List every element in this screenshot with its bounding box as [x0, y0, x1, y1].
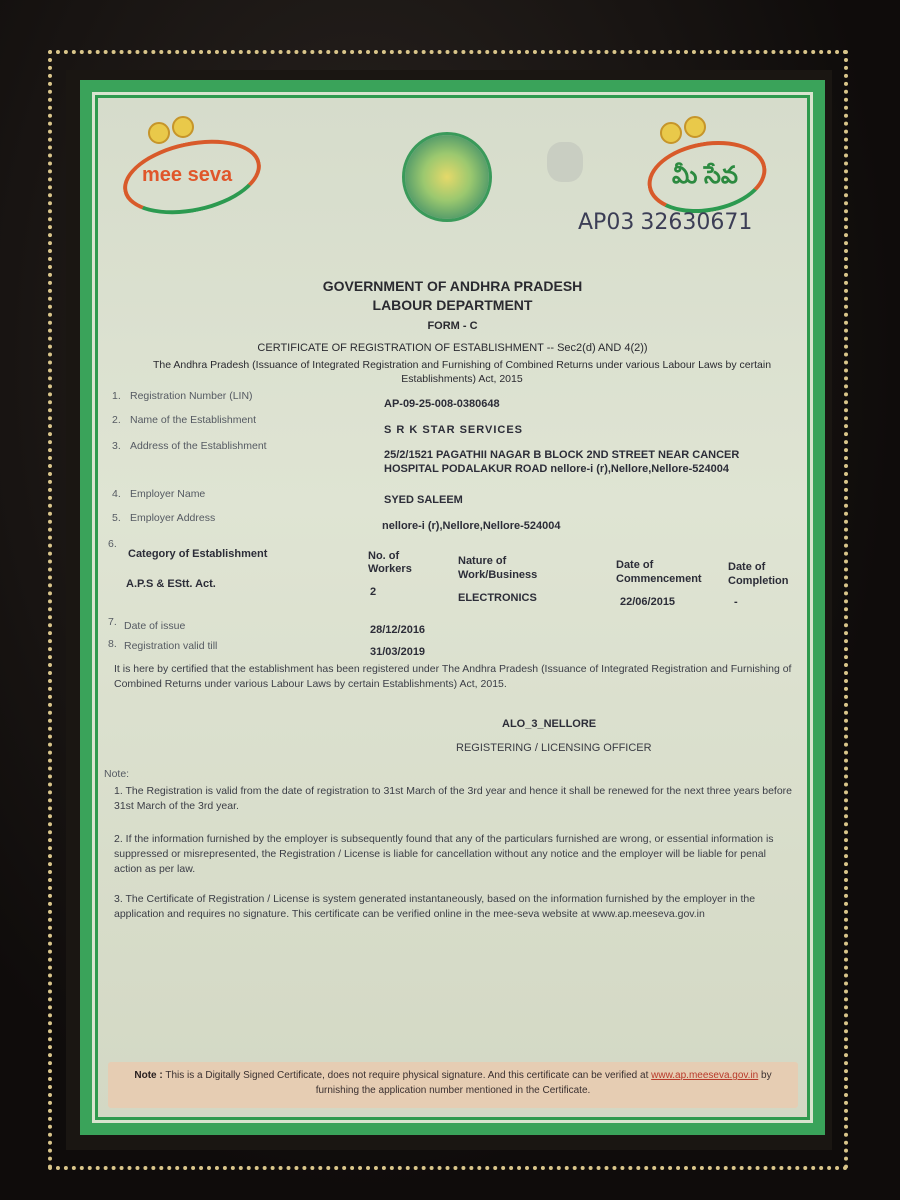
- officer-name: ALO_3_NELLORE: [502, 718, 597, 730]
- sun-icon: [660, 122, 682, 144]
- field-label: Registration valid till: [124, 640, 218, 652]
- completion-value: -: [734, 596, 738, 608]
- field-num: 4.: [112, 488, 121, 500]
- field-label: Address of the Establishment: [130, 440, 267, 452]
- commencement-header: Date of Commencement: [616, 559, 702, 585]
- workers-header: No. of Workers: [368, 550, 412, 575]
- field-label: Employer Address: [130, 512, 216, 524]
- officer-title: REGISTERING / LICENSING OFFICER: [456, 742, 652, 754]
- establishment-name: S R K STAR SERVICES: [384, 424, 524, 436]
- form-heading: FORM - C: [427, 320, 478, 332]
- field-num: 7.: [108, 616, 117, 628]
- field-label: Name of the Establishment: [130, 414, 257, 426]
- nature-value: ELECTRONICS: [458, 592, 537, 604]
- certification-statement: It is here by certified that the establishment has been registered under The Andhra Pradesh (Issuance of Integrated Registration and Furnishing of Combined Returns under various Labour Laws by certain Establishments) Act, 2015.: [114, 663, 792, 690]
- field-num: 5.: [112, 512, 121, 524]
- govt-heading: GOVERNMENT OF ANDHRA PRADESH: [322, 278, 583, 294]
- field-num: 8.: [108, 638, 117, 650]
- establishment-address: 25/2/1521 PAGATHII NAGAR B BLOCK 2ND STREET NEAR CANCER HOSPITAL PODALAKUR ROAD nellore-i (r),Nellore,Nellore-524004: [384, 449, 740, 475]
- application-number: [578, 210, 752, 235]
- category-header: Category of Establishment: [128, 548, 268, 560]
- digital-signature-note: [108, 1062, 798, 1108]
- employer-address: nellore-i (r),Nellore,Nellore-524004: [382, 520, 561, 532]
- field-label: Date of issue: [124, 620, 186, 632]
- note-text-2: by furnishing the application number mentioned in the Certificate.: [315, 1070, 772, 1096]
- field-label: Employer Name: [130, 488, 206, 500]
- government-seal-icon: [402, 132, 492, 222]
- field-num: 6.: [108, 538, 117, 550]
- field-label: Registration Number (LIN): [130, 390, 253, 402]
- note-item: 2. If the information furnished by the employer is subsequently found that any of the particulars furnished are wrong, or essential information is suppressed or misrepresented, the Registration / License is liable for cancellation without any notice and the employer will be liable for penal action as per law.: [114, 833, 774, 875]
- note-item: 3. The Certificate of Registration / License is system generated instantaneously, based on the information furnished by the employer in the application and requires no signature. This certificate can be verified online in the mee-seva website at www.ap.meeseva.gov.in: [114, 893, 756, 920]
- application-number-prefix: AP03: [578, 210, 635, 235]
- sun-icon: [148, 122, 170, 144]
- nature-header: Nature of Work/Business: [458, 555, 538, 581]
- mee-seva-logo-text: mee seva: [142, 164, 233, 186]
- sun-icon: [172, 116, 194, 138]
- dept-heading: LABOUR DEPARTMENT: [372, 297, 533, 313]
- act-title: The Andhra Pradesh (Issuance of Integrated Registration and Furnishing of Combined Returns under various Labour Laws by certain Establishments) Act, 2015: [152, 359, 772, 385]
- category-value: A.P.S & EStt. Act.: [126, 578, 216, 590]
- certificate-paper: [80, 80, 825, 1135]
- note-item: 1. The Registration is valid from the date of registration to 31st March of the 3rd year and hence it shall be renewed for the next three years before 31st March of the 3rd year.: [114, 785, 793, 812]
- certificate-content: [92, 92, 813, 1123]
- commencement-value: 22/06/2015: [620, 596, 676, 608]
- field-num: 2.: [112, 414, 121, 426]
- notes-heading: Note:: [104, 768, 130, 780]
- certificate-title: CERTIFICATE OF REGISTRATION OF ESTABLISHMENT -- Sec2(d) AND 4(2)): [257, 342, 648, 354]
- note-text: This is a Digitally Signed Certificate, does not require physical signature. And this certificate can be verified at: [165, 1070, 649, 1081]
- meeseva-link[interactable]: www.ap.meeseva.gov.in: [651, 1070, 759, 1081]
- registration-number: AP-09-25-008-0380648: [384, 398, 500, 410]
- note-label: Note :: [134, 1070, 163, 1081]
- field-num: 1.: [112, 390, 121, 402]
- sun-icon: [684, 116, 706, 138]
- field-num: 3.: [112, 440, 121, 452]
- watermark-emblem-icon: [547, 142, 583, 182]
- workers-value: 2: [370, 586, 377, 598]
- application-number-value: 32630671: [640, 210, 753, 235]
- employer-name: SYED SALEEM: [384, 494, 463, 506]
- mee-seva-telugu-text: మీ సేవ: [672, 162, 738, 189]
- valid-till-date: 31/03/2019: [370, 646, 426, 658]
- completion-header: Date of Completion: [728, 561, 789, 587]
- issue-date: 28/12/2016: [370, 624, 426, 636]
